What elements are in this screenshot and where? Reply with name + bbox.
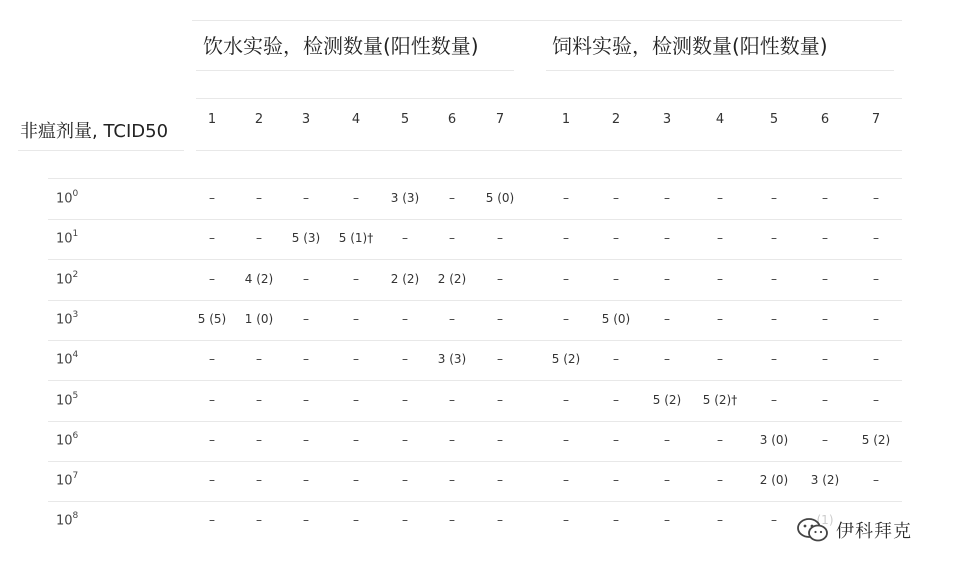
column-header-feed-5: 5 bbox=[769, 112, 779, 127]
table-cell: 3 (0) bbox=[759, 432, 789, 447]
table-cell: – bbox=[664, 432, 670, 447]
table-cell: – bbox=[256, 231, 262, 246]
dose-base: 10 bbox=[56, 271, 73, 287]
dose-base: 10 bbox=[56, 392, 73, 408]
table-cell: – bbox=[664, 513, 670, 528]
group-underline-drinking bbox=[196, 70, 514, 71]
table-cell: – bbox=[353, 191, 359, 205]
table-cell: – bbox=[822, 191, 828, 205]
table-cell: 2 (2) bbox=[390, 271, 420, 286]
dose-base: 10 bbox=[56, 231, 73, 247]
table-cell: – bbox=[497, 473, 503, 488]
dose-header-line bbox=[18, 150, 184, 151]
dose-label bbox=[56, 392, 78, 408]
table-cell: – bbox=[497, 271, 503, 286]
dose-exponent: 6 bbox=[72, 430, 79, 441]
table-cell: – bbox=[613, 231, 619, 246]
dose-base: 10 bbox=[56, 352, 73, 368]
table-cell: – bbox=[771, 231, 777, 246]
table-cell: 5 (2) bbox=[551, 352, 581, 367]
table-cell: – bbox=[209, 432, 215, 447]
table-cell: – bbox=[209, 392, 215, 407]
dose-label bbox=[56, 271, 78, 287]
table-cell: – bbox=[256, 473, 262, 488]
column-header-feed-2: 2 bbox=[611, 112, 621, 127]
row-divider bbox=[48, 219, 902, 220]
table-cell: – bbox=[256, 191, 262, 205]
column-header-feed-1: 1 bbox=[561, 112, 571, 127]
table-cell: – bbox=[303, 352, 309, 367]
table-cell: – bbox=[873, 392, 879, 407]
table-cell: – bbox=[613, 352, 619, 367]
table-cell: 5 (2) bbox=[861, 432, 891, 447]
table-cell: – bbox=[873, 311, 879, 326]
table-cell: – bbox=[449, 392, 455, 407]
row-divider bbox=[48, 340, 902, 341]
table-cell: – bbox=[717, 271, 723, 286]
watermark bbox=[792, 514, 916, 546]
table-cell: – bbox=[209, 513, 215, 528]
group-title-drinking: 饮水实验，检测数量(阳性数量) bbox=[203, 34, 479, 58]
table-cell: – bbox=[664, 271, 670, 286]
column-header-drinking-3: 3 bbox=[301, 112, 311, 127]
table-cell: – bbox=[873, 473, 879, 488]
table-cell: – bbox=[256, 513, 262, 528]
table-cell: 2 (2) bbox=[437, 271, 467, 286]
table-cell: – bbox=[353, 473, 359, 488]
table-cell: – bbox=[209, 473, 215, 488]
table-cell: – bbox=[449, 473, 455, 488]
table-cell: – bbox=[303, 271, 309, 286]
table-cell: – bbox=[256, 432, 262, 447]
table-cell: – bbox=[563, 473, 569, 488]
dose-label bbox=[56, 351, 78, 367]
row-divider bbox=[48, 259, 902, 260]
table-cell: – bbox=[402, 473, 408, 488]
column-header-bottom-line bbox=[196, 150, 902, 151]
dose-exponent: 8 bbox=[72, 511, 79, 522]
table-cell: – bbox=[873, 352, 879, 367]
dose-exponent: 1 bbox=[72, 229, 79, 240]
table-cell: – bbox=[209, 271, 215, 286]
dose-exponent: 4 bbox=[72, 350, 79, 361]
dose-exponent: 5 bbox=[72, 390, 79, 401]
table-cell: – bbox=[563, 231, 569, 246]
table-cell: 4 (2) bbox=[244, 271, 274, 286]
column-header-drinking-5: 5 bbox=[400, 112, 410, 127]
table-cell: 3 (2) bbox=[810, 473, 840, 488]
dose-base: 10 bbox=[56, 473, 73, 489]
table-cell: – bbox=[497, 352, 503, 367]
row-divider bbox=[48, 300, 902, 301]
table-cell: – bbox=[664, 473, 670, 488]
table-cell: – bbox=[563, 513, 569, 528]
column-header-feed-4: 4 bbox=[715, 112, 725, 127]
table-cell: – bbox=[353, 392, 359, 407]
table-cell: – bbox=[717, 513, 723, 528]
dose-exponent: 0 bbox=[72, 189, 79, 199]
table-cell: 5 (3) bbox=[291, 231, 321, 246]
table-cell: – bbox=[873, 271, 879, 286]
table-cell: – bbox=[449, 191, 455, 205]
table-cell: – bbox=[613, 271, 619, 286]
table-cell: – bbox=[771, 191, 777, 205]
table-cell: – bbox=[717, 311, 723, 326]
dose-base: 10 bbox=[56, 312, 73, 328]
table-cell: – bbox=[717, 231, 723, 246]
table-cell: – bbox=[613, 473, 619, 488]
dose-label bbox=[56, 230, 78, 246]
table-cell: – bbox=[873, 231, 879, 246]
table-cell: – bbox=[771, 311, 777, 326]
table-cell: – bbox=[664, 191, 670, 205]
dose-base: 10 bbox=[56, 191, 73, 207]
table-cell: 1 (0) bbox=[244, 311, 274, 326]
table-cell: – bbox=[563, 191, 569, 205]
table-cell: – bbox=[449, 432, 455, 447]
table-cell: 5 (2) bbox=[652, 392, 682, 407]
table-cell: – bbox=[822, 392, 828, 407]
table-cell: – bbox=[449, 231, 455, 246]
table-cell: – bbox=[303, 191, 309, 205]
table-cell: – bbox=[353, 271, 359, 286]
table-cell: 3 (3) bbox=[390, 191, 420, 205]
table-cell: – bbox=[303, 311, 309, 326]
table-cell: – bbox=[822, 352, 828, 367]
table-cell: – bbox=[613, 392, 619, 407]
table-cell: – bbox=[771, 513, 777, 528]
table-cell: – bbox=[402, 513, 408, 528]
table-cell: – bbox=[497, 231, 503, 246]
row-divider bbox=[48, 461, 902, 462]
table-cell: 5 (1)† bbox=[338, 231, 374, 246]
table-cell: 5 (0) bbox=[601, 311, 631, 326]
table-cell: 5 (0) bbox=[485, 191, 515, 205]
table-cell: – bbox=[563, 311, 569, 326]
column-header-feed-3: 3 bbox=[662, 112, 672, 127]
column-header-feed-7: 7 bbox=[871, 112, 881, 127]
table-cell: – bbox=[613, 432, 619, 447]
group-underline-feed bbox=[546, 70, 894, 71]
column-header-feed-6: 6 bbox=[820, 112, 830, 127]
table-cell: – bbox=[664, 352, 670, 367]
table-cell: – bbox=[449, 513, 455, 528]
table-cell: – bbox=[402, 352, 408, 367]
dose-label bbox=[56, 432, 78, 448]
row-divider bbox=[48, 501, 902, 502]
column-header-drinking-6: 6 bbox=[447, 112, 457, 127]
table-cell: – bbox=[497, 311, 503, 326]
dose-base: 10 bbox=[56, 513, 73, 529]
table-cell: – bbox=[497, 392, 503, 407]
table-cell: – bbox=[771, 352, 777, 367]
table-cell: – bbox=[563, 392, 569, 407]
dose-label bbox=[56, 512, 78, 528]
table-cell: – bbox=[563, 432, 569, 447]
table-cell: – bbox=[209, 352, 215, 367]
column-header-top-line bbox=[196, 98, 902, 99]
table-cell: – bbox=[664, 311, 670, 326]
table-cell: – bbox=[402, 432, 408, 447]
table-cell: – bbox=[497, 432, 503, 447]
table-cell: – bbox=[402, 231, 408, 246]
watermark-text: 伊科拜克 bbox=[836, 521, 912, 542]
table-cell: 3 (3) bbox=[437, 352, 467, 367]
table-cell: – bbox=[717, 191, 723, 205]
table-cell: – bbox=[497, 513, 503, 528]
table-cell: – bbox=[717, 432, 723, 447]
table-cell: – bbox=[303, 392, 309, 407]
table-cell: 2 (0) bbox=[759, 473, 789, 488]
table-cell: – bbox=[822, 231, 828, 246]
column-header-drinking-7: 7 bbox=[495, 112, 505, 127]
table-cell: – bbox=[303, 432, 309, 447]
table-cell: – bbox=[822, 271, 828, 286]
table-cell: – bbox=[822, 311, 828, 326]
dose-label bbox=[56, 190, 78, 206]
table-cell: – bbox=[303, 513, 309, 528]
row-divider bbox=[48, 421, 902, 422]
table-cell: – bbox=[353, 352, 359, 367]
table-cell: – bbox=[303, 473, 309, 488]
column-header-drinking-2: 2 bbox=[254, 112, 264, 127]
wechat-icon bbox=[796, 516, 830, 544]
dose-label bbox=[56, 311, 78, 327]
table-top-border bbox=[192, 20, 902, 21]
table-cell: – bbox=[717, 473, 723, 488]
table-cell: – bbox=[256, 352, 262, 367]
row-divider bbox=[48, 380, 902, 381]
table-cell: – bbox=[256, 392, 262, 407]
dose-exponent: 3 bbox=[72, 309, 79, 320]
dose-base: 10 bbox=[56, 433, 73, 449]
dose-exponent: 2 bbox=[72, 269, 79, 280]
dose-exponent: 7 bbox=[72, 471, 79, 482]
group-title-feed: 饲料实验，检测数量(阳性数量) bbox=[552, 34, 828, 58]
table-cell: – bbox=[209, 231, 215, 246]
table-cell: – bbox=[353, 513, 359, 528]
table-cell: – bbox=[613, 513, 619, 528]
table-cell: – bbox=[402, 392, 408, 407]
table-cell: 5 (2)† bbox=[702, 392, 738, 407]
table-cell: – bbox=[209, 191, 215, 205]
table-cell: – bbox=[717, 352, 723, 367]
table-cell: – bbox=[563, 271, 569, 286]
table-cell: – bbox=[664, 231, 670, 246]
table-cell: – bbox=[873, 191, 879, 205]
table-cell: – bbox=[449, 311, 455, 326]
table-cell: 5 (5) bbox=[197, 311, 227, 326]
table-body-top-line bbox=[48, 178, 902, 179]
table-cell: – bbox=[771, 392, 777, 407]
table-cell: – bbox=[822, 432, 828, 447]
dose-column-header: 非瘟剂量, TCID50 bbox=[20, 121, 169, 142]
table-cell: – bbox=[353, 311, 359, 326]
column-header-drinking-4: 4 bbox=[351, 112, 361, 127]
table-cell: – bbox=[613, 191, 619, 205]
table-cell: – bbox=[402, 311, 408, 326]
column-header-drinking-1: 1 bbox=[207, 112, 217, 127]
table-cell: – bbox=[353, 432, 359, 447]
dose-label bbox=[56, 472, 78, 488]
table-cell: – bbox=[771, 271, 777, 286]
